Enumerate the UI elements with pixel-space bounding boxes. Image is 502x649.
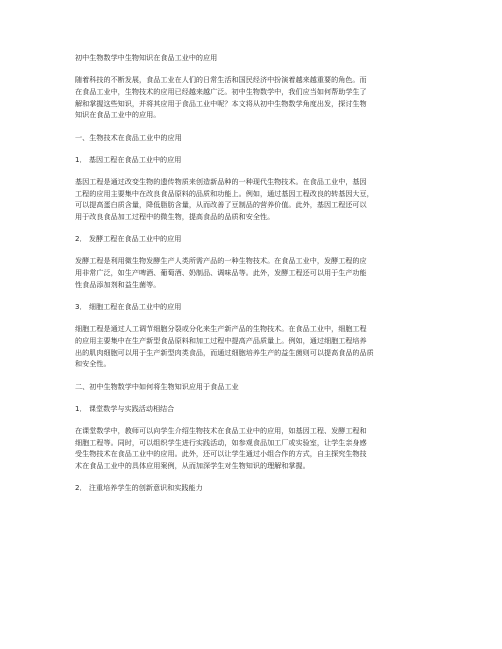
text-line: 随着科技的不断发展，食品工业在人们的日常生活和国民经济中扮演着越来越重要的角色。而 bbox=[75, 75, 367, 85]
paragraph bbox=[75, 425, 427, 472]
section-heading bbox=[75, 154, 427, 166]
text-line: 工程的应用主要集中在改良食品原料的品质和功能上。例如，通过基因工程改良的转基因大豆， bbox=[75, 188, 374, 198]
paragraph bbox=[75, 176, 427, 223]
text-line: 1． 课堂数学与实践活动相结合 bbox=[75, 403, 175, 413]
text-line: 一、生物技术在食品工业中的应用 bbox=[75, 132, 182, 142]
text-line: 可以提高蛋白质含量，降低脂肪含量，从而改善了豆制品的营养价值。此外，基因工程还可以 bbox=[75, 200, 367, 210]
text-line: 出的肌肉细胞可以用于生产新型肉类食品，而通过细胞培养生产的益生菌则可以提高食品的品质 bbox=[75, 347, 374, 357]
text-line: 术在食品工业中的具体应用案例，从而加深学生对生物知识的理解和掌握。 bbox=[75, 461, 310, 471]
section-heading bbox=[75, 132, 427, 144]
text-line: 用非常广泛，如生产啤酒、葡萄酒、奶制品、调味品等。此外，发酵工程还可以用于生产功能 bbox=[75, 268, 367, 278]
text-line: 2． 发酵工程在食品工业中的应用 bbox=[75, 234, 182, 244]
text-line: 在食品工业中，生物技术的应用已经越来越广泛。初中生物数学中，我们应当如何帮助学生了 bbox=[75, 86, 367, 96]
text-line: 知识在食品工业中的应用。 bbox=[75, 110, 161, 120]
paragraph bbox=[75, 74, 427, 121]
section-heading bbox=[75, 403, 427, 415]
text-line: 的应用主要集中在生产新型食品原料和加工过程中提高产品质量上。例如，通过细胞工程培养 bbox=[75, 335, 367, 345]
text-line: 二、初中生物数学中如何将生物知识应用于食品工业 bbox=[75, 381, 239, 391]
paragraph bbox=[75, 255, 427, 290]
paragraph bbox=[75, 323, 427, 370]
text-line: 细胞工程等。同时，可以组织学生进行实践活动，如参观食品加工厂或实验室，让学生亲身感 bbox=[75, 437, 367, 447]
text-line: 性食品添加剂和益生菌等。 bbox=[75, 279, 161, 289]
text-line: 在课堂数学中，教师可以向学生介绍生物技术在食品工业中的应用，如基因工程、发酵工程和 bbox=[75, 425, 367, 435]
text-line: 和安全性。 bbox=[75, 359, 111, 369]
text-line: 1． 基因工程在食品工业中的应用 bbox=[75, 154, 182, 164]
text-line: 受生物技术在食品工业中的应用。此外，还可以让学生通过小组合作的方式，自主探究生物技 bbox=[75, 449, 367, 459]
document-body bbox=[75, 74, 427, 494]
document-page bbox=[75, 52, 427, 504]
text-line: 发酵工程是利用微生物发酵生产人类所需产品的一种生物技术。在食品工业中，发酵工程的应 bbox=[75, 256, 367, 266]
section-heading bbox=[75, 233, 427, 245]
text-line: 用于改良食品加工过程中的微生物，提高食品的品质和安全性。 bbox=[75, 212, 275, 222]
text-line: 解和掌握这些知识，并将其应用于食品工业中呢？本文将从初中生物数学角度出发，探讨生物 bbox=[75, 98, 367, 108]
section-heading bbox=[75, 301, 427, 313]
text-line: 3． 细胞工程在食品工业中的应用 bbox=[75, 302, 182, 312]
document-title: 初中生物数学中生物知识在食品工业中的应用 bbox=[75, 53, 218, 62]
text-line: 基因工程是通过改变生物的遗传物质来创造新品种的一种现代生物技术。在食品工业中，基因 bbox=[75, 176, 367, 186]
text-line: 2． 注重培养学生的创新意识和实践能力 bbox=[75, 483, 203, 493]
section-heading bbox=[75, 381, 427, 393]
section-heading bbox=[75, 482, 427, 494]
text-line: 细胞工程是通过人工调节细胞分裂或分化来生产新产品的生物技术。在食品工业中，细胞工程 bbox=[75, 324, 367, 334]
